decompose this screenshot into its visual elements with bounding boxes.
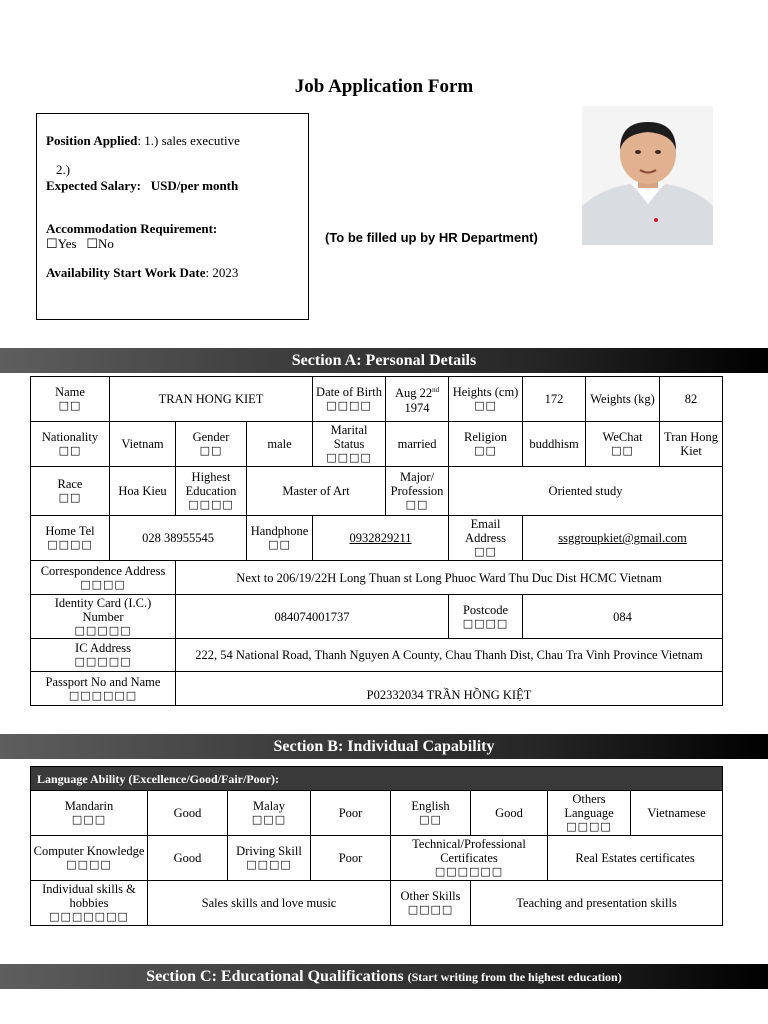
individual-skills-label: Individual skills & hobbies □□□□□□□ [31, 881, 148, 926]
other-skills-label: Other Skills □□□□ [391, 881, 471, 926]
section-c-header [0, 964, 768, 989]
wechat-value[interactable]: Tran Hong Kiet [660, 422, 723, 467]
others-language-label: Others Language □□□□ [548, 791, 631, 836]
computer-knowledge-value[interactable]: Good [148, 836, 228, 881]
section-a-header: Section A: Personal Details [0, 348, 768, 373]
certificates-value[interactable]: Real Estates certificates [548, 836, 723, 881]
postcode-value[interactable]: 084 [523, 595, 723, 639]
ic-number-label: Identity Card (I.C.) Number □□□□□ [31, 595, 176, 639]
nationality-value[interactable]: Vietnam [110, 422, 176, 467]
hr-department-box [36, 113, 309, 320]
mandarin-label: Mandarin □□□ [31, 791, 148, 836]
nationality-label: Nationality □□ [31, 422, 110, 467]
dob-label: Date of Birth □□□□ [313, 377, 386, 422]
computer-knowledge-label: Computer Knowledge □□□□ [31, 836, 148, 881]
section-c-note: (Start writing from the highest education) [407, 970, 622, 984]
name-value[interactable]: TRAN HONG KIET [110, 377, 313, 422]
form-title: Job Application Form [294, 76, 474, 97]
major-label: Major/ Profession □□ [386, 467, 449, 516]
passport-value[interactable]: P02332034 TRẦN HỒNG KIỆT [176, 672, 723, 706]
driving-skill-label: Driving Skill □□□□ [228, 836, 311, 881]
malay-label: Malay □□□ [228, 791, 311, 836]
malay-value[interactable]: Poor [311, 791, 391, 836]
gender-label: Gender □□ [176, 422, 247, 467]
other-skills-value[interactable]: Teaching and presentation skills [471, 881, 723, 926]
ic-address-label: IC Address □□□□□ [31, 639, 176, 672]
personal-details-table [30, 376, 723, 706]
race-label: Race □□ [31, 467, 110, 516]
mandarin-value[interactable]: Good [148, 791, 228, 836]
major-value[interactable]: Oriented study [449, 467, 723, 516]
applicant-photo [582, 106, 713, 245]
start-date-line [46, 265, 238, 281]
accommodation-no-checkbox[interactable]: ☐No [86, 236, 114, 251]
religion-value[interactable]: buddhism [523, 422, 586, 467]
race-value[interactable]: Hoa Kieu [110, 467, 176, 516]
height-value[interactable]: 172 [523, 377, 586, 422]
height-label: Heights (cm) □□ [449, 377, 523, 422]
position-applied-label: Position Applied [46, 133, 138, 148]
start-date-value[interactable]: : 2023 [205, 265, 239, 280]
marital-value[interactable]: married [386, 422, 449, 467]
email-value[interactable]: ssggroupkiet@gmail.com [523, 516, 723, 561]
section-c-title: Section C: Educational Qualifications [146, 968, 404, 985]
education-value[interactable]: Master of Art [247, 467, 386, 516]
start-date-label: Availability Start Work Date [46, 265, 206, 280]
certificates-label: Technical/Professional Certificates □□□□□□ [391, 836, 548, 881]
section-b-header: Section B: Individual Capability [0, 734, 768, 759]
ic-number-value[interactable]: 084074001737 [176, 595, 449, 639]
dob-value[interactable]: Aug 22nd 1974 [386, 377, 449, 422]
passport-label: Passport No and Name □□□□□□ [31, 672, 176, 706]
email-label: Email Address □□ [449, 516, 523, 561]
expected-salary-value[interactable]: USD/per month [150, 178, 239, 193]
position-applied-line [46, 133, 240, 149]
handphone-value[interactable]: 0932829211 [313, 516, 449, 561]
position-applied-value[interactable]: : 1.) sales executive [137, 133, 240, 148]
accommodation-label: Accommodation Requirement: [46, 221, 218, 236]
individual-skills-value[interactable]: Sales skills and love music [148, 881, 391, 926]
english-label: English □□ [391, 791, 471, 836]
expected-salary-label: Expected Salary: [46, 178, 141, 193]
home-tel-label: Home Tel □□□□ [31, 516, 110, 561]
accommodation-yes-checkbox[interactable]: ☐Yes [46, 236, 77, 251]
position-applied-second[interactable]: 2.) [56, 162, 71, 177]
ic-address-value[interactable]: 222, 54 National Road, Thanh Nguyen A County, Chau Thanh Dist, Chau Tra Vinh Province Vietnam [176, 639, 723, 672]
marital-label: Marital Status □□□□ [313, 422, 386, 467]
religion-label: Religion □□ [449, 422, 523, 467]
individual-capability-table [30, 766, 723, 926]
driving-skill-value[interactable]: Poor [311, 836, 391, 881]
correspondence-address-label: Correspondence Address □□□□ [31, 561, 176, 595]
name-label: Name □□ [31, 377, 110, 422]
education-label: Highest Education □□□□ [176, 467, 247, 516]
weight-label: Weights (kg) [586, 377, 660, 422]
accommodation-options [46, 236, 114, 252]
weight-value[interactable]: 82 [660, 377, 723, 422]
others-language-value[interactable]: Vietnamese [631, 791, 723, 836]
language-ability-header: Language Ability (Excellence/Good/Fair/Poor): [31, 767, 723, 791]
handphone-label: Handphone □□ [247, 516, 313, 561]
gender-value[interactable]: male [247, 422, 313, 467]
hr-department-note: (To be filled up by HR Department) [325, 230, 538, 245]
expected-salary-line [46, 178, 238, 194]
correspondence-address-value[interactable]: Next to 206/19/22H Long Thuan st Long Phuoc Ward Thu Duc Dist HCMC Vietnam [176, 561, 723, 595]
english-value[interactable]: Good [471, 791, 548, 836]
postcode-label: Postcode □□□□ [449, 595, 523, 639]
wechat-label: WeChat □□ [586, 422, 660, 467]
home-tel-value[interactable]: 028 38955545 [110, 516, 247, 561]
